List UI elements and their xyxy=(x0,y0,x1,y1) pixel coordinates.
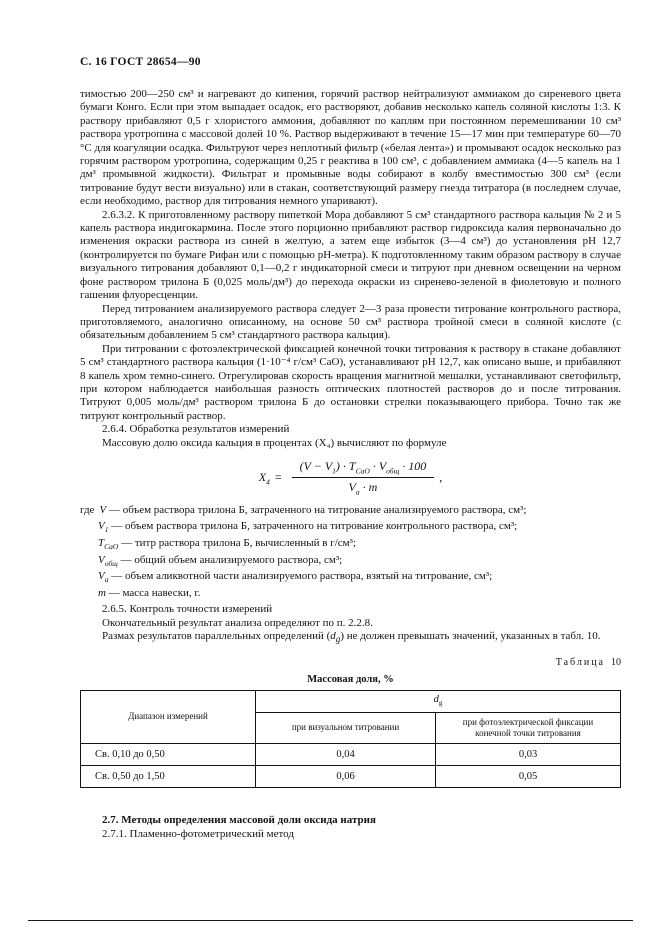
definition-term: m xyxy=(98,586,106,599)
text-run: Размах результатов параллельных определений ( xyxy=(102,630,331,643)
table-body xyxy=(81,743,621,787)
table-label-word: Таблица xyxy=(555,656,605,668)
table-row xyxy=(81,765,621,787)
formula-subscript: общ xyxy=(386,466,400,476)
paragraph-formula-intro: Массовую долю оксида кальция в процентах (Х₄) вычисляют по формуле xyxy=(102,436,447,449)
definition-term-sub: общ xyxy=(104,558,118,568)
formula-subscript: а xyxy=(355,487,360,497)
definition-term: Т xyxy=(98,536,105,549)
column-header-visual: при визуальном титровании xyxy=(256,712,436,743)
table-row xyxy=(81,743,621,765)
formula-subscript: 4 xyxy=(266,477,270,487)
heading-2-7-1: 2.7.1. Пламенно-фотометрический метод xyxy=(102,828,294,841)
definition-line xyxy=(98,554,621,571)
definition-text: — объем раствора трилона Б, затраченного на титрование анализируемого раствора, см³; xyxy=(106,503,527,516)
formula-term: (V − V xyxy=(299,458,333,473)
tolerance-table xyxy=(80,690,621,788)
definition-term-sub: а xyxy=(104,575,109,585)
table-cell-range: Св. 0,10 до 0,50 xyxy=(81,743,256,765)
definition-text: — титр раствора трилона Б, вычисленный в г/см³; xyxy=(118,536,356,549)
paragraph-range-note xyxy=(80,630,621,647)
paragraph-continuation: тимостью 200—250 см³ и нагревают до кипения, горячий раствор нейтрализуют аммиаком до сиреневого цвета бумаги Конго. Если при этом выпадает осадок, его растворяют, добавив несколько капель соляной кислоты 1:3. К раствору прибавляют 0,5 г хлористого аммония, добавляют по каплям при постоянном перемешивании 10 см³ раствора уротропина с массовой долей 10 %. Раствор выдерживают в течение 15—17 мин при температуре 60—70 °С для коагуляции осадка. Фильтруют через неплотный фильтр («белая лента») и промывают осадок несколько раз горячим раствором уротропина, содержащим 0,25 г реактива в 100 см³, с добавлением аммиака (4—5 капель на 1 дм³ промывной жидкости). Фильтрат и промывные воды собирают в колбу вместимостью 300 см³ (если титрование будут вести визуально) или в стакан, соответствующий размеру гнезда титратора (в последнем случае, если необходимо, раствор для титрования немного упаривают). xyxy=(80,88,621,208)
definition-term: V xyxy=(98,553,105,566)
column-header-dg-group xyxy=(256,690,621,712)
formula-term: · 100 xyxy=(399,458,427,473)
formula-comma: , xyxy=(439,470,443,485)
paragraph-final-result: Окончательный результат анализа определяют по п. 2.2.8. xyxy=(102,616,373,629)
definition-term: V xyxy=(98,520,105,533)
table-label-number: 10 xyxy=(611,656,621,668)
text-run: ) не должен превышать значений, указанных в табл. 10. xyxy=(340,630,601,643)
definition-line xyxy=(98,570,621,587)
formula-term: · V xyxy=(369,458,387,473)
definition-term-sub: 1 xyxy=(104,525,109,535)
formula-term: · m xyxy=(359,480,378,495)
formula-definitions xyxy=(80,504,621,604)
paragraph-2-6-3-2: 2.6.3.2. К приготовленному раствору пипеткой Мора добавляют 5 см³ стандартного раствора кальция № 2 и 5 капель раствора индигокармина. После этого порционно прибавляют раствор гидроксида калия первоначально до изменения окраски раствора из синей в желтую, а затем еще избыток (3—4 см³) до установления рН 12,7 (контролируется по бумаге Рифан или с помощью рН-метра). К подготовленному таким образом раствору в случае визуального титрования добавляют 0,1—0,2 г индикаторной смеси и титруют при дневном освещении на черном фоне раствором трилона Б (0,025 моль/дм³) до перехода окраски из сиренево-зеленой в фиолетовую и полного гашения флуоресценции. xyxy=(80,208,621,302)
formula-term: ) · Т xyxy=(335,458,356,473)
heading-2-6-5: 2.6.5. Контроль точности измерений xyxy=(102,603,273,616)
table-label xyxy=(80,657,621,668)
heading-2-7: 2.7. Методы определения массовой доли оксида натрия xyxy=(102,813,376,826)
formula-lhs xyxy=(259,470,270,486)
definition-text: — объем аликвотной части анализируемого раствора, взятый на титрование, см³; xyxy=(108,570,493,583)
paragraph-control-titration: Перед титрованием анализируемого раствора следует 2—3 раза провести титрование контрольного раствора, приготовляемого, аналогично описанному, на основе 50 см³ раствора тройной смеси в соляной кислоте (с обязательным добавлением 5 см³ стандартного раствора кальция). xyxy=(80,302,621,342)
table-cell-visual: 0,04 xyxy=(256,743,436,765)
fraction xyxy=(292,459,435,497)
formula-subscript: СаО xyxy=(355,466,370,476)
column-header-photoelectric: при фотоэлектрической фиксации конечной точки титрования xyxy=(436,712,621,743)
page-header: С. 16 ГОСТ 28654—90 xyxy=(80,56,201,68)
definition-line xyxy=(98,537,621,554)
definition-term: V xyxy=(98,570,105,583)
fraction-numerator xyxy=(292,459,435,478)
dg-subscript: g xyxy=(335,634,341,645)
heading-2-6-4: 2.6.4. Обработка результатов измерений xyxy=(102,423,290,436)
definition-line xyxy=(98,520,621,537)
definition-text: — объем раствора трилона Б, затраченного на титрование контрольного раствора, см³; xyxy=(108,520,518,533)
table-cell-photo: 0,05 xyxy=(436,765,621,787)
formula-subscript: 1 xyxy=(332,466,336,476)
table-header-row-group xyxy=(81,690,621,712)
definition-line xyxy=(98,587,621,604)
definition-term: V xyxy=(99,503,107,516)
table-cell-visual: 0,06 xyxy=(256,765,436,787)
formula-variable: Х xyxy=(258,469,267,484)
formula xyxy=(80,459,621,497)
table-cell-range: Св. 0,50 до 1,50 xyxy=(81,765,256,787)
column-header-range: Диапазон измерений xyxy=(81,690,256,743)
table-head xyxy=(81,690,621,743)
page-bottom-rule xyxy=(28,920,633,921)
dg-symbol: d xyxy=(433,693,439,705)
table-cell-photo: 0,03 xyxy=(436,743,621,765)
document-content xyxy=(80,88,621,842)
formula-term: V xyxy=(348,480,356,495)
definition-text: — общий объем анализируемого раствора, см³; xyxy=(117,553,343,566)
definition-text: — масса навески, г. xyxy=(105,586,201,599)
dg-subscript: g xyxy=(438,698,443,707)
table-caption: Массовая доля, % xyxy=(307,673,394,685)
where-label: где xyxy=(80,503,95,516)
equals-sign: = xyxy=(274,470,282,485)
definition-term-sub: СаО xyxy=(104,542,119,552)
paragraph-photoelectric: При титровании с фотоэлектрической фиксацией конечной точки титрования к раствору в стакане добавляют 5 см³ стандартного раствора кальция (1·10⁻⁴ г/см³ СаО), устанавливают рН 12,7, как описано выше, и прибавляют 8 капель хром темно-синего. Отрегулировав скорость вращения магнитной мешалки, устанавливают светофильтр, при котором наблюдается наибольшая разность оптических плотностей растворов до и после титрования. Титруют 0,005 моль/дм³ раствором трилона Б до остановки стрелки показывающего прибора. Точно так же титруют контрольный раствор. xyxy=(80,342,621,422)
dg-symbol: d xyxy=(330,630,336,643)
definition-line xyxy=(80,504,621,521)
fraction-denominator xyxy=(292,478,435,496)
